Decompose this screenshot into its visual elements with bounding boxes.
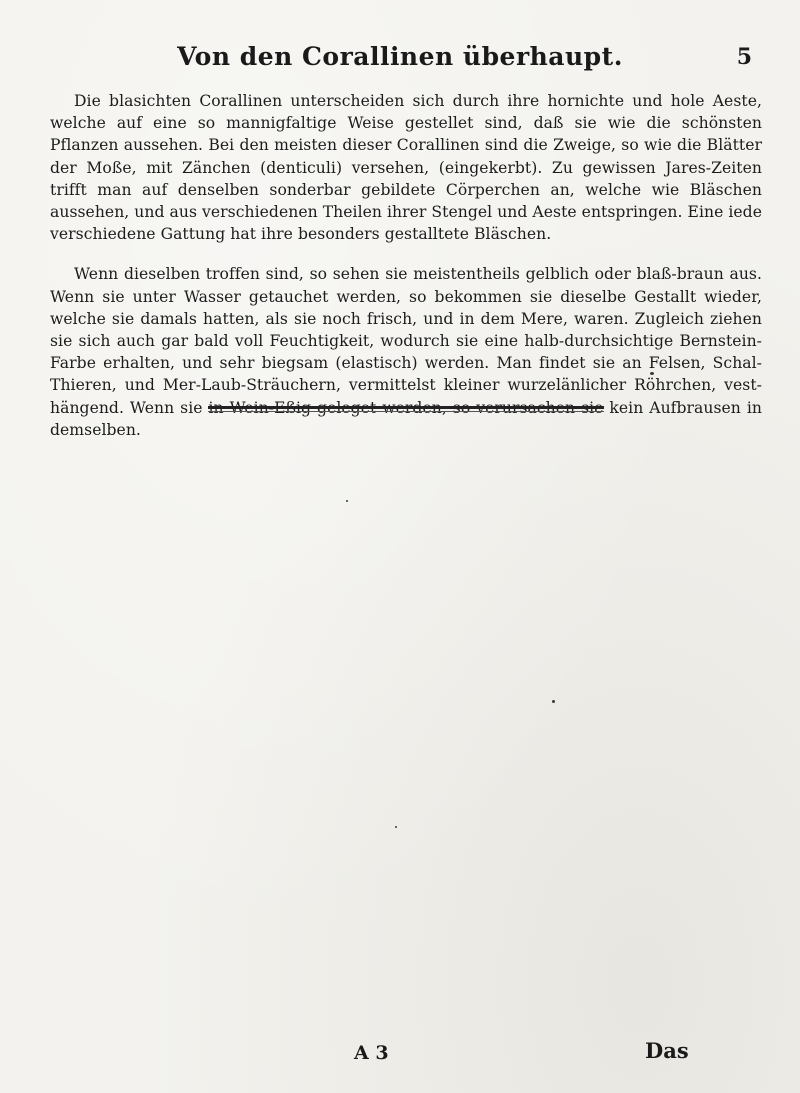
catchword: Das — [645, 1038, 689, 1063]
page-title: Von den Corallinen überhaupt. — [177, 42, 623, 71]
ink-speck — [552, 700, 555, 703]
signature-mark: A 3 — [354, 1042, 389, 1064]
section-rule-thin — [208, 411, 604, 412]
ink-speck — [650, 372, 654, 375]
body-text — [50, 90, 762, 459]
section-rule — [208, 406, 604, 409]
page-number: 5 — [736, 44, 752, 70]
running-head — [0, 42, 800, 82]
paragraph: Die blasichten Corallinen unterscheiden sich durch ihre hornichte und hole Aeste, welche auf eine so mannigfaltige Weise gestellet sind, daß sie wie die schönsten Pflanzen aussehen. Bei den meisten dieser Corallinen sind die Zweige, so wie die Blätter der Moße, mit Zänchen (denticuli) versehen, (eingekerbt). Zu gewissen Jares-Zeiten trifft man auf denselben sonderbar gebildete Cörperchen an, welche wie Bläschen aussehen, und aus verschiedenen Theilen ihrer Stengel und Aeste entspringen. Eine iede verschiedene Gattung hat ihre besonders gestalltete Bläschen. — [50, 92, 762, 244]
paragraph: Wenn dieselben troffen sind, so sehen sie meistentheils gelblich oder blaß-braun aus. Wenn sie unter Wasser getauchet werden, so bekommen sie dieselbe Gestallt wieder, welche sie damals hatten, als sie noch frisch, und in dem Mere, waren. Zugleich ziehen sie sich auch gar bald voll Feuchtigkeit, wodurch sie eine halb-durchsichtige Bernstein-Farbe erhalten, und sehr biegsam (elastisch) werden. Man findet sie an Felsen, Schal-Thieren, und Mer-Laub-Sträuchern, vermittelst kleiner wurzelänlicher Röhrchen, vest-hängend. Wenn sie in Wein-Eßig geleget werden, so verursachen sie kein Aufbrausen in demselben. — [50, 265, 762, 439]
ink-speck — [346, 500, 348, 502]
ink-speck — [395, 826, 397, 828]
